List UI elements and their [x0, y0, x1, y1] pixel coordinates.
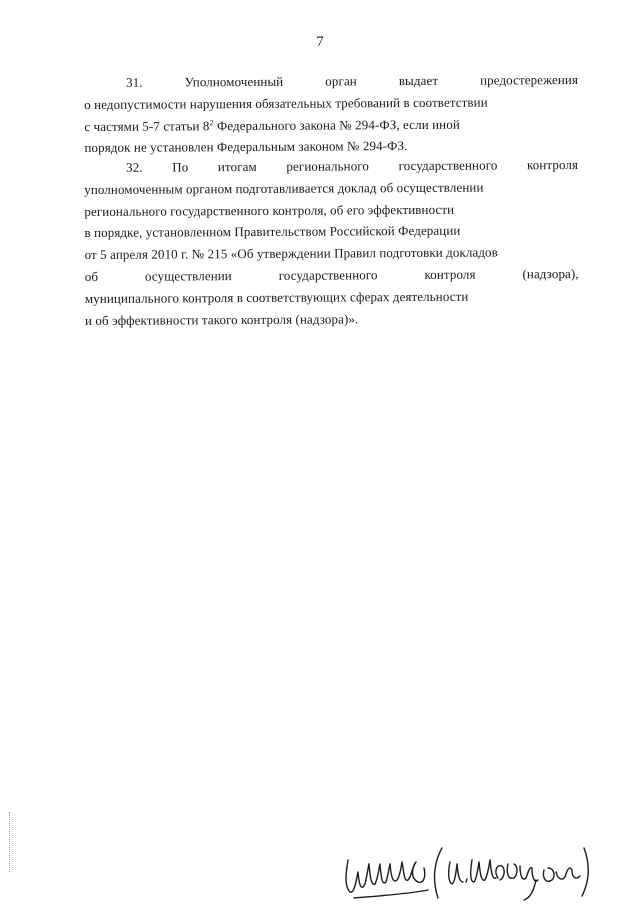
- page-number: 7: [316, 34, 324, 50]
- paragraph-word: 31.: [126, 74, 143, 90]
- paragraph-line: и об эффективности такого контроля (надзора)».: [84, 310, 359, 328]
- handwritten-signature: [338, 838, 598, 904]
- paragraph-word: предостережения: [480, 71, 579, 88]
- paragraph-line: в порядке, установленном Правительством Российской Федерации: [84, 223, 461, 241]
- paragraph-word: По: [172, 159, 189, 175]
- paragraph-line: порядок не установлен Федеральным законом № 294-ФЗ.: [84, 138, 408, 156]
- margin-scan-marks: [9, 812, 11, 872]
- paragraph-word: государственного: [278, 267, 378, 283]
- paragraph-word: (надзора),: [522, 265, 579, 282]
- paragraph-line: уполномоченным органом подготавливается доклад об осуществлении: [84, 179, 484, 197]
- paragraph-word: контроля: [526, 156, 579, 173]
- paragraph-line: [85, 263, 579, 288]
- paragraph-word: выдает: [398, 72, 439, 89]
- paragraph-word: 32.: [126, 159, 143, 175]
- paragraph-word: контроля: [424, 266, 476, 282]
- paragraph-line: муниципального контроля в соответствующих сферах деятельности: [84, 288, 469, 306]
- paragraph-word: регионального: [286, 158, 370, 174]
- line-text: Федерального закона № 294-ФЗ, если иной: [213, 116, 460, 133]
- paragraph-line: [84, 113, 578, 138]
- paragraph-line: о недопустимости нарушения обязательных требований в соответствии: [84, 94, 488, 112]
- paragraph-line: от 5 апреля 2010 г. № 215 «Об утверждении Правил подготовки докладов: [84, 244, 498, 263]
- paragraph-word: государственного: [398, 157, 498, 174]
- paragraph-32: [84, 154, 579, 331]
- paragraph-word: осуществлении: [144, 268, 232, 284]
- paragraph-word: итогам: [217, 158, 257, 175]
- superscript: 2: [209, 117, 214, 127]
- paragraph-31: [84, 69, 579, 159]
- paragraph-word: Уполномоченный: [184, 73, 284, 90]
- paragraph-word: об: [84, 268, 99, 284]
- paragraph-line: [84, 69, 578, 94]
- paragraph-line: регионального государственного контроля, об его эффективности: [84, 201, 455, 219]
- paragraph-word: орган: [325, 73, 357, 89]
- paragraph-line: [84, 154, 578, 179]
- line-text: с частями 5-7 статьи 8: [84, 117, 210, 134]
